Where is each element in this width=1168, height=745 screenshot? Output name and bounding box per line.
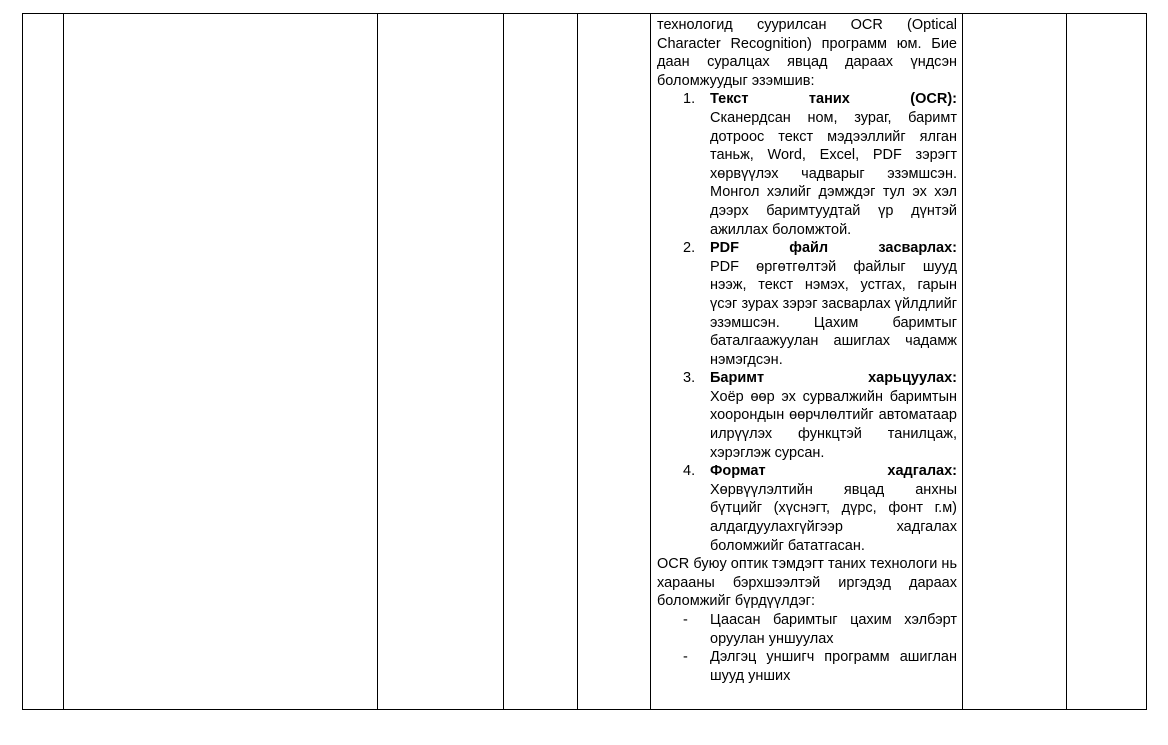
paragraph-intro: технологид суурилсан OCR (Optical Character Recognition) программ юм. Бие даан суралцах явцад дараах үндсэн боломжуудыг эзэмшив: [657, 17, 957, 89]
bullet-text: Цаасан баримтыг цахим хэлбэрт оруулан уншуулах [710, 612, 957, 647]
table-cell-empty-7 [963, 14, 1067, 710]
bullet-item-1 [657, 611, 957, 648]
table-row [23, 14, 1147, 710]
list-number: 4. [683, 463, 696, 480]
item-heading: Баримт харьцуулах: [710, 370, 957, 387]
bullet-dash: - [683, 649, 688, 666]
table-cell-empty-3 [378, 14, 504, 710]
bullet-dash: - [683, 612, 688, 628]
item-body: Хоёр өөр эх сурвалжийн баримтын хоорондын өөрчлөлтийг автоматаар илрүүлэх функцтэй танилцаж, хэрэглэж сурсан. [710, 388, 957, 461]
numbered-item-2 [657, 239, 957, 369]
list-number: 1. [683, 91, 696, 108]
table-cell-empty-4 [504, 14, 578, 710]
table-cell-empty-2 [64, 14, 378, 710]
item-heading: Формат хадгалах: [710, 463, 957, 480]
table-cell-content [651, 14, 963, 710]
numbered-item-1 [657, 90, 957, 239]
item-heading: PDF файл засварлах: [710, 240, 957, 257]
numbered-item-3 [657, 369, 957, 462]
item-body: PDF өргөтгөлтэй файлыг шууд нээж, текст нэмэх, устгах, гарын үсэг зурах зэрэг засварлах үйлдлийг эзэмшсэн. Цахим баримтыг баталгаажуулан ашиглах чадамж нэмэгдсэн. [710, 258, 957, 368]
bullet-item-2 [657, 648, 957, 685]
numbered-item-4 [657, 462, 957, 555]
item-body: Хөрвүүлэлтийн явцад анхны бүтцийг (хүснэгт, дүрс, фонт г.м) алдагдуулахгүйгээр хадгалах боломжийг бататгасан. [710, 481, 957, 554]
item-body: Сканердсан ном, зураг, баримт дотроос текст мэдээллийг ялган таньж, Word, Excel, PDF зэрэгт хөрвүүлэх чадварыг эзэмшсэн. Монгол хэлийг дэмждэг тул эх хэл дээрх баримтуудтай үр дүнтэй ажиллах боломжтой. [710, 109, 957, 238]
list-number: 2. [683, 240, 696, 257]
bullet-text: Дэлгэц уншигч программ ашиглан шууд унших [710, 649, 957, 684]
table-cell-empty-8 [1067, 14, 1147, 710]
table-cell-empty-5 [578, 14, 651, 710]
table-cell-empty-1 [23, 14, 64, 710]
cell-text-block [651, 14, 962, 708]
list-number: 3. [683, 370, 696, 387]
document-table [22, 13, 1147, 710]
item-heading: Текст таних (OCR): [710, 91, 957, 108]
paragraph-outro: OCR буюу оптик тэмдэгт таних технологи нь харааны бэрхшээлтэй иргэдэд дараах боломжийг бүрдүүлдэг: [657, 556, 957, 610]
